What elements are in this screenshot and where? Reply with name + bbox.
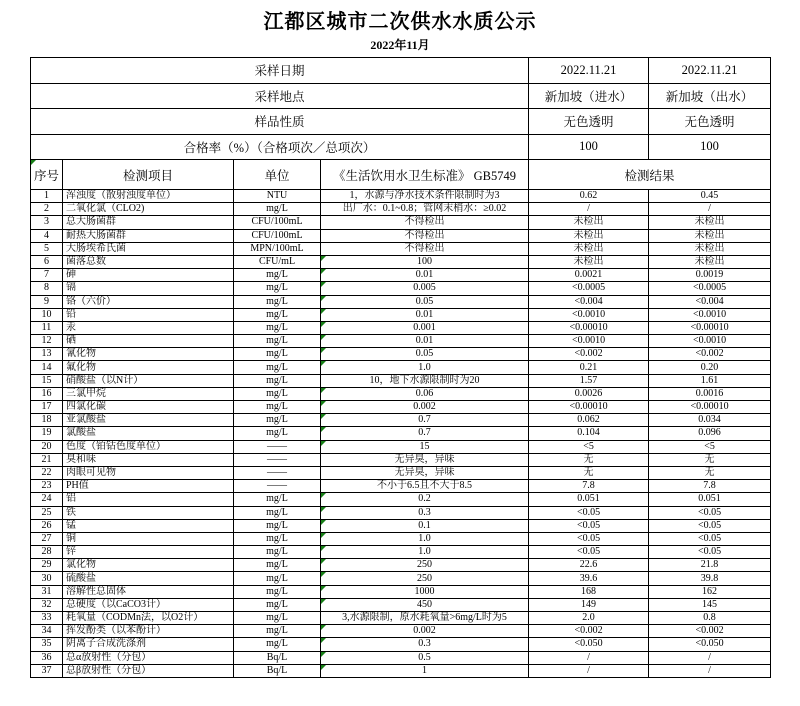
standard-limit: 0.3 bbox=[321, 638, 529, 651]
row-index: 15 bbox=[31, 374, 63, 387]
table-row bbox=[31, 625, 771, 638]
row-index: 17 bbox=[31, 401, 63, 414]
table-row bbox=[31, 546, 771, 559]
result-outlet: <0.05 bbox=[649, 506, 771, 519]
unit: —— bbox=[234, 466, 321, 479]
result-outlet: / bbox=[649, 203, 771, 216]
standard-limit: 不得检出 bbox=[321, 216, 529, 229]
row-index: 21 bbox=[31, 453, 63, 466]
item-name: PH值 bbox=[63, 480, 234, 493]
result-inlet: 未检出 bbox=[529, 242, 649, 255]
unit: CFU/100mL bbox=[234, 229, 321, 242]
standard-limit: 3,水源限制，原水耗氧量>6mg/L时为5 bbox=[321, 612, 529, 625]
row-index: 4 bbox=[31, 229, 63, 242]
standard-limit: 0.005 bbox=[321, 282, 529, 295]
row-index: 12 bbox=[31, 335, 63, 348]
result-inlet: <0.05 bbox=[529, 546, 649, 559]
standard-limit: 450 bbox=[321, 598, 529, 611]
result-inlet: <0.0005 bbox=[529, 282, 649, 295]
unit: mg/L bbox=[234, 348, 321, 361]
unit: mg/L bbox=[234, 532, 321, 545]
result-outlet: 7.8 bbox=[649, 480, 771, 493]
result-inlet: 未检出 bbox=[529, 255, 649, 268]
unit: mg/L bbox=[234, 361, 321, 374]
table-row bbox=[31, 480, 771, 493]
table-row bbox=[31, 361, 771, 374]
item-name: 铬（六价） bbox=[63, 295, 234, 308]
water-quality-table bbox=[30, 57, 771, 678]
row-index: 27 bbox=[31, 532, 63, 545]
unit: mg/L bbox=[234, 427, 321, 440]
result-inlet: 0.104 bbox=[529, 427, 649, 440]
table-row bbox=[31, 374, 771, 387]
standard-limit: 1 bbox=[321, 664, 529, 677]
result-inlet: <5 bbox=[529, 440, 649, 453]
standard-limit: 0.05 bbox=[321, 348, 529, 361]
standard-limit: 0.002 bbox=[321, 625, 529, 638]
row-index: 24 bbox=[31, 493, 63, 506]
unit: CFU/100mL bbox=[234, 216, 321, 229]
table-row bbox=[31, 519, 771, 532]
result-inlet: 0.0021 bbox=[529, 269, 649, 282]
row-index: 26 bbox=[31, 519, 63, 532]
row-index: 7 bbox=[31, 269, 63, 282]
item-name: 镉 bbox=[63, 282, 234, 295]
result-outlet: <0.05 bbox=[649, 519, 771, 532]
info-value-inlet: 2022.11.21 bbox=[529, 58, 649, 84]
info-value-outlet: 新加坡（出水） bbox=[649, 83, 771, 109]
standard-limit: 1.0 bbox=[321, 532, 529, 545]
unit: mg/L bbox=[234, 638, 321, 651]
standard-limit: 10，地下水源限制时为20 bbox=[321, 374, 529, 387]
item-name: 色度（铂钴色度单位） bbox=[63, 440, 234, 453]
row-index: 6 bbox=[31, 255, 63, 268]
unit: mg/L bbox=[234, 572, 321, 585]
item-name: 氰化物 bbox=[63, 348, 234, 361]
unit: mg/L bbox=[234, 295, 321, 308]
item-name: 三氯甲烷 bbox=[63, 387, 234, 400]
table-row bbox=[31, 664, 771, 677]
item-name: 铜 bbox=[63, 532, 234, 545]
info-section bbox=[31, 58, 771, 190]
table-row bbox=[31, 387, 771, 400]
item-name: 氯酸盐 bbox=[63, 427, 234, 440]
result-inlet: 未检出 bbox=[529, 216, 649, 229]
item-name: 总大肠菌群 bbox=[63, 216, 234, 229]
row-index: 36 bbox=[31, 651, 63, 664]
row-index: 31 bbox=[31, 585, 63, 598]
standard-limit: 无异臭，异味 bbox=[321, 453, 529, 466]
result-outlet: 无 bbox=[649, 453, 771, 466]
result-inlet: 2.0 bbox=[529, 612, 649, 625]
result-outlet: 未检出 bbox=[649, 255, 771, 268]
row-index: 11 bbox=[31, 321, 63, 334]
table-row bbox=[31, 466, 771, 479]
result-inlet: 0.062 bbox=[529, 414, 649, 427]
result-outlet: 0.034 bbox=[649, 414, 771, 427]
table-row bbox=[31, 651, 771, 664]
unit: mg/L bbox=[234, 203, 321, 216]
item-name: 硒 bbox=[63, 335, 234, 348]
unit: mg/L bbox=[234, 335, 321, 348]
item-name: 耗氧量（CODMn法，以O2计） bbox=[63, 612, 234, 625]
row-index: 9 bbox=[31, 295, 63, 308]
unit: —— bbox=[234, 440, 321, 453]
table-row bbox=[31, 308, 771, 321]
table-row bbox=[31, 348, 771, 361]
result-outlet: 0.45 bbox=[649, 190, 771, 203]
result-outlet: 未检出 bbox=[649, 229, 771, 242]
row-index: 22 bbox=[31, 466, 63, 479]
standard-limit: 0.01 bbox=[321, 335, 529, 348]
table-row bbox=[31, 532, 771, 545]
table-row bbox=[31, 506, 771, 519]
unit: CFU/mL bbox=[234, 255, 321, 268]
item-name: 溶解性总固体 bbox=[63, 585, 234, 598]
info-row-sample-location bbox=[31, 83, 771, 109]
table-row bbox=[31, 321, 771, 334]
result-inlet: 149 bbox=[529, 598, 649, 611]
unit: Bq/L bbox=[234, 651, 321, 664]
result-outlet: <0.0005 bbox=[649, 282, 771, 295]
result-inlet: <0.00010 bbox=[529, 401, 649, 414]
unit: mg/L bbox=[234, 625, 321, 638]
row-index: 25 bbox=[31, 506, 63, 519]
standard-limit: 1.0 bbox=[321, 361, 529, 374]
result-inlet: 168 bbox=[529, 585, 649, 598]
unit: mg/L bbox=[234, 612, 321, 625]
result-outlet: 0.8 bbox=[649, 612, 771, 625]
unit: mg/L bbox=[234, 401, 321, 414]
table-row bbox=[31, 295, 771, 308]
table-row bbox=[31, 585, 771, 598]
standard-limit: 0.001 bbox=[321, 321, 529, 334]
standard-limit: 0.2 bbox=[321, 493, 529, 506]
standard-limit: 0.01 bbox=[321, 308, 529, 321]
result-inlet: 39.6 bbox=[529, 572, 649, 585]
unit: mg/L bbox=[234, 598, 321, 611]
table-row bbox=[31, 269, 771, 282]
result-inlet: 无 bbox=[529, 466, 649, 479]
unit: Bq/L bbox=[234, 664, 321, 677]
table-row bbox=[31, 190, 771, 203]
row-index: 14 bbox=[31, 361, 63, 374]
item-name: 汞 bbox=[63, 321, 234, 334]
result-outlet: <0.002 bbox=[649, 348, 771, 361]
row-index: 28 bbox=[31, 546, 63, 559]
info-value-outlet: 100 bbox=[649, 134, 771, 160]
result-inlet: 无 bbox=[529, 453, 649, 466]
item-name: 浑浊度（散射浊度单位） bbox=[63, 190, 234, 203]
result-inlet: 0.21 bbox=[529, 361, 649, 374]
table-row bbox=[31, 242, 771, 255]
item-name: 铁 bbox=[63, 506, 234, 519]
row-index: 19 bbox=[31, 427, 63, 440]
standard-limit: 0.5 bbox=[321, 651, 529, 664]
info-value-inlet: 新加坡（进水） bbox=[529, 83, 649, 109]
table-header-row bbox=[31, 160, 771, 190]
table-row bbox=[31, 453, 771, 466]
table-row bbox=[31, 229, 771, 242]
result-inlet: <0.0010 bbox=[529, 308, 649, 321]
item-name: 锰 bbox=[63, 519, 234, 532]
info-row-sample-date bbox=[31, 58, 771, 84]
standard-limit: 不得检出 bbox=[321, 242, 529, 255]
standard-limit: 100 bbox=[321, 255, 529, 268]
item-name: 总β放射性（分包） bbox=[63, 664, 234, 677]
table-row bbox=[31, 559, 771, 572]
row-index: 23 bbox=[31, 480, 63, 493]
info-label: 样品性质 bbox=[31, 109, 529, 135]
unit: NTU bbox=[234, 190, 321, 203]
result-outlet: 0.20 bbox=[649, 361, 771, 374]
col-header-unit: 单位 bbox=[234, 160, 321, 190]
result-outlet: 162 bbox=[649, 585, 771, 598]
unit: —— bbox=[234, 453, 321, 466]
result-inlet: <0.0010 bbox=[529, 335, 649, 348]
col-header-item: 检测项目 bbox=[63, 160, 234, 190]
row-index: 20 bbox=[31, 440, 63, 453]
item-name: 挥发酚类（以苯酚计） bbox=[63, 625, 234, 638]
unit: MPN/100mL bbox=[234, 242, 321, 255]
result-outlet: 0.096 bbox=[649, 427, 771, 440]
col-header-standard: 《生活饮用水卫生标准》 GB5749 bbox=[321, 160, 529, 190]
result-outlet: <0.05 bbox=[649, 532, 771, 545]
unit: mg/L bbox=[234, 414, 321, 427]
item-name: 铅 bbox=[63, 308, 234, 321]
report-month: 2022年11月 bbox=[370, 38, 430, 52]
result-outlet: 无 bbox=[649, 466, 771, 479]
unit: —— bbox=[234, 480, 321, 493]
info-row-sample-nature bbox=[31, 109, 771, 135]
result-inlet: 22.6 bbox=[529, 559, 649, 572]
row-index: 3 bbox=[31, 216, 63, 229]
item-name: 四氯化碳 bbox=[63, 401, 234, 414]
row-index: 8 bbox=[31, 282, 63, 295]
result-outlet: <0.00010 bbox=[649, 401, 771, 414]
result-outlet: / bbox=[649, 651, 771, 664]
item-name: 锌 bbox=[63, 546, 234, 559]
row-index: 34 bbox=[31, 625, 63, 638]
info-label: 采样日期 bbox=[31, 58, 529, 84]
unit: mg/L bbox=[234, 374, 321, 387]
result-inlet: <0.002 bbox=[529, 348, 649, 361]
unit: mg/L bbox=[234, 506, 321, 519]
info-label: 采样地点 bbox=[31, 83, 529, 109]
info-value-inlet: 无色透明 bbox=[529, 109, 649, 135]
standard-limit: 0.7 bbox=[321, 414, 529, 427]
table-row bbox=[31, 440, 771, 453]
item-name: 菌落总数 bbox=[63, 255, 234, 268]
result-inlet: / bbox=[529, 203, 649, 216]
result-inlet: / bbox=[529, 651, 649, 664]
row-index: 32 bbox=[31, 598, 63, 611]
result-outlet: <0.05 bbox=[649, 546, 771, 559]
result-outlet: / bbox=[649, 664, 771, 677]
unit: mg/L bbox=[234, 269, 321, 282]
table-row bbox=[31, 203, 771, 216]
row-index: 16 bbox=[31, 387, 63, 400]
result-inlet: 1.57 bbox=[529, 374, 649, 387]
row-index: 37 bbox=[31, 664, 63, 677]
result-outlet: <0.0010 bbox=[649, 308, 771, 321]
unit: mg/L bbox=[234, 519, 321, 532]
table-row bbox=[31, 427, 771, 440]
table-row bbox=[31, 493, 771, 506]
item-name: 二氧化氯（CLO2) bbox=[63, 203, 234, 216]
standard-limit: 0.7 bbox=[321, 427, 529, 440]
table-row bbox=[31, 216, 771, 229]
standard-limit: 15 bbox=[321, 440, 529, 453]
unit: mg/L bbox=[234, 559, 321, 572]
table-row bbox=[31, 282, 771, 295]
standard-limit: 不小于6.5且不大于8.5 bbox=[321, 480, 529, 493]
table-row bbox=[31, 335, 771, 348]
result-outlet: 0.051 bbox=[649, 493, 771, 506]
page-title: 江都区城市二次供水水质公示 bbox=[263, 11, 537, 33]
row-index: 30 bbox=[31, 572, 63, 585]
result-outlet: <0.050 bbox=[649, 638, 771, 651]
standard-limit: 0.1 bbox=[321, 519, 529, 532]
item-name: 亚氯酸盐 bbox=[63, 414, 234, 427]
unit: mg/L bbox=[234, 321, 321, 334]
table-row bbox=[31, 612, 771, 625]
standard-limit: 0.05 bbox=[321, 295, 529, 308]
result-outlet: <0.00010 bbox=[649, 321, 771, 334]
standard-limit: 无异臭，异味 bbox=[321, 466, 529, 479]
standard-limit: 0.3 bbox=[321, 506, 529, 519]
row-index: 29 bbox=[31, 559, 63, 572]
result-inlet: 未检出 bbox=[529, 229, 649, 242]
result-outlet: <0.004 bbox=[649, 295, 771, 308]
result-outlet: 0.0016 bbox=[649, 387, 771, 400]
result-outlet: <5 bbox=[649, 440, 771, 453]
standard-limit: 1.0 bbox=[321, 546, 529, 559]
result-inlet: 0.62 bbox=[529, 190, 649, 203]
result-inlet: 0.051 bbox=[529, 493, 649, 506]
result-inlet: <0.002 bbox=[529, 625, 649, 638]
standard-limit: 0.06 bbox=[321, 387, 529, 400]
item-name: 砷 bbox=[63, 269, 234, 282]
row-index: 2 bbox=[31, 203, 63, 216]
item-name: 肉眼可见物 bbox=[63, 466, 234, 479]
standard-limit: 1，水源与净水技术条件限制时为3 bbox=[321, 190, 529, 203]
item-name: 阴离子合成洗涤剂 bbox=[63, 638, 234, 651]
info-value-outlet: 无色透明 bbox=[649, 109, 771, 135]
item-name: 耐热大肠菌群 bbox=[63, 229, 234, 242]
unit: mg/L bbox=[234, 585, 321, 598]
row-index: 13 bbox=[31, 348, 63, 361]
unit: mg/L bbox=[234, 387, 321, 400]
result-outlet: 1.61 bbox=[649, 374, 771, 387]
result-inlet: <0.004 bbox=[529, 295, 649, 308]
result-outlet: 0.0019 bbox=[649, 269, 771, 282]
result-inlet: <0.05 bbox=[529, 506, 649, 519]
result-outlet: <0.0010 bbox=[649, 335, 771, 348]
standard-limit: 1000 bbox=[321, 585, 529, 598]
col-header-result: 检测结果 bbox=[529, 160, 771, 190]
result-outlet: <0.002 bbox=[649, 625, 771, 638]
unit: mg/L bbox=[234, 493, 321, 506]
standard-limit: 0.002 bbox=[321, 401, 529, 414]
item-name: 总硬度（以CaCO3计） bbox=[63, 598, 234, 611]
table-row bbox=[31, 414, 771, 427]
item-name: 臭和味 bbox=[63, 453, 234, 466]
info-row-pass-rate bbox=[31, 134, 771, 160]
table-row bbox=[31, 255, 771, 268]
standard-limit: 250 bbox=[321, 559, 529, 572]
item-name: 大肠埃希氏菌 bbox=[63, 242, 234, 255]
standard-limit: 出厂水：0.1~0.8；管网末梢水：≥0.02 bbox=[321, 203, 529, 216]
standard-limit: 0.01 bbox=[321, 269, 529, 282]
row-index: 18 bbox=[31, 414, 63, 427]
item-name: 铝 bbox=[63, 493, 234, 506]
result-outlet: 未检出 bbox=[649, 216, 771, 229]
result-inlet: <0.00010 bbox=[529, 321, 649, 334]
item-name: 氟化物 bbox=[63, 361, 234, 374]
row-index: 10 bbox=[31, 308, 63, 321]
item-name: 氯化物 bbox=[63, 559, 234, 572]
unit: mg/L bbox=[234, 282, 321, 295]
result-outlet: 未检出 bbox=[649, 242, 771, 255]
info-value-inlet: 100 bbox=[529, 134, 649, 160]
table-row bbox=[31, 638, 771, 651]
table-row bbox=[31, 401, 771, 414]
row-index: 35 bbox=[31, 638, 63, 651]
item-name: 硫酸盐 bbox=[63, 572, 234, 585]
standard-limit: 250 bbox=[321, 572, 529, 585]
item-name: 硝酸盐（以N计） bbox=[63, 374, 234, 387]
unit: mg/L bbox=[234, 308, 321, 321]
row-index: 5 bbox=[31, 242, 63, 255]
result-inlet: <0.05 bbox=[529, 519, 649, 532]
standard-limit: 不得检出 bbox=[321, 229, 529, 242]
result-outlet: 21.8 bbox=[649, 559, 771, 572]
info-label: 合格率（%）（合格项次／总项次） bbox=[31, 134, 529, 160]
result-inlet: <0.05 bbox=[529, 532, 649, 545]
result-inlet: / bbox=[529, 664, 649, 677]
result-inlet: 0.0026 bbox=[529, 387, 649, 400]
item-name: 总α放射性（分包） bbox=[63, 651, 234, 664]
unit: mg/L bbox=[234, 546, 321, 559]
row-index: 1 bbox=[31, 190, 63, 203]
info-value-outlet: 2022.11.21 bbox=[649, 58, 771, 84]
table-row bbox=[31, 572, 771, 585]
result-outlet: 39.8 bbox=[649, 572, 771, 585]
row-index: 33 bbox=[31, 612, 63, 625]
result-inlet: 7.8 bbox=[529, 480, 649, 493]
data-section bbox=[31, 190, 771, 678]
col-header-no: 序号 bbox=[31, 160, 63, 190]
table-row bbox=[31, 598, 771, 611]
result-inlet: <0.050 bbox=[529, 638, 649, 651]
result-outlet: 145 bbox=[649, 598, 771, 611]
